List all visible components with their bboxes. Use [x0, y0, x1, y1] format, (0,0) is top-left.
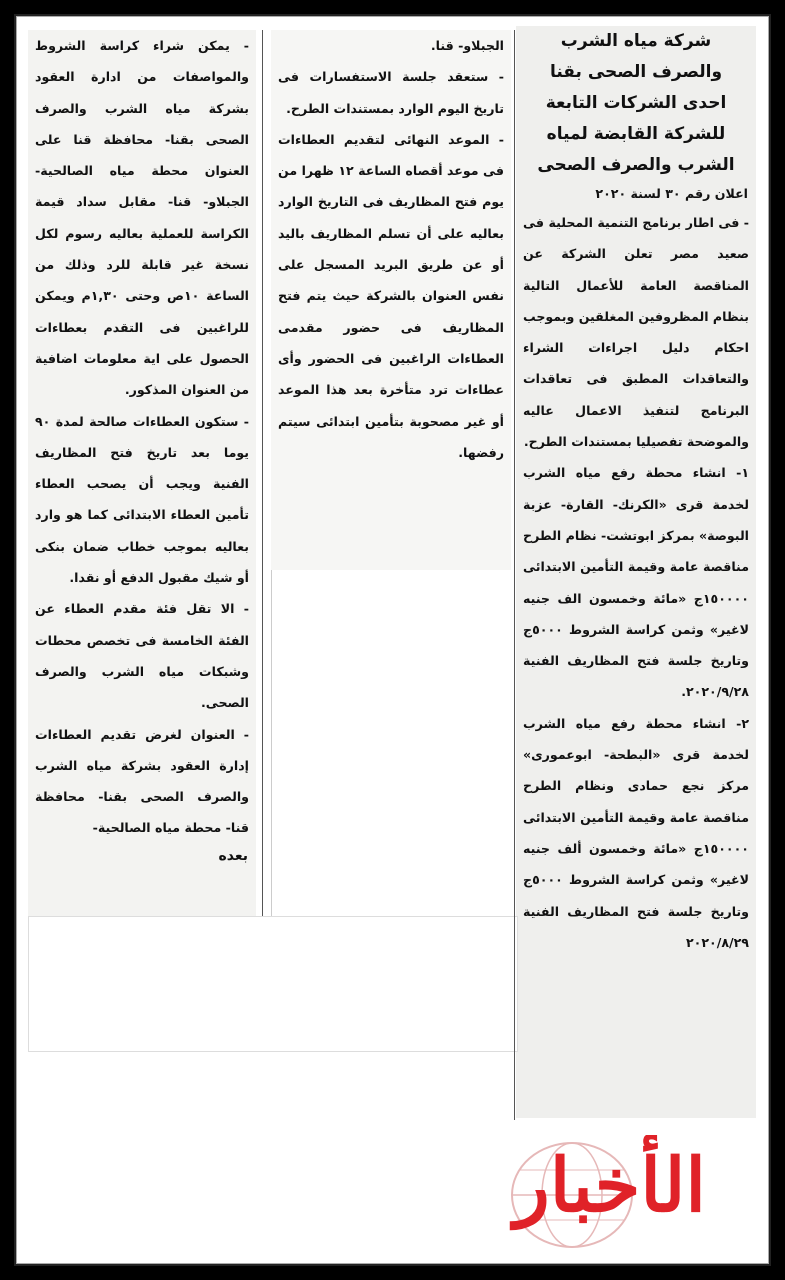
left-paragraph-3: - الا تقل فئة مقدم العطاء عن الفئة الخامسة فى تخصص محطات وشبكات مياه الشرب والصرف الصحى. [35, 601, 249, 711]
middle-paragraph-2: - ستعقد جلسة الاستفسارات فى تاريخ اليوم الوارد بمستندات الطرح. [278, 69, 504, 116]
intro-paragraph: - فى اطار برنامج التنمية المحلية فى صعيد مصر تعلن الشركة عن المناقصة العامة للأعمال التالية بنظام المظروفين المغلقين وبموجب احكام دليل اجراءات الشراء والتعاقدات المطبق فى تعاقدات البرنامج لتنفيذ الاعمال عاليه والموضحة تفصيليا بمستندات الطرح. [523, 215, 749, 450]
heading-line-2: والصرف الصحى بقنا [549, 62, 723, 82]
middle-paragraph-3: - الموعد النهائى لتقديم العطاءات فى موعد أقصاه الساعة ١٢ ظهرا من يوم فتح المظاريف فى التاريخ الوارد بعاليه على أن تسلم المظاريف باليد أو عن طريق البريد المسجل على نفس العنوان بالشركة حيث يتم فتح المظاريف فى حضور مقدمى العطاءات الراغبين فى الحضور وأى عطاءات ترد متأخرة بعد هذا الموعد أو غير مصحوبة بتأمين ابتدائى سيتم رفضها. [278, 131, 504, 460]
left-lower-blank [28, 916, 518, 1052]
middle-paragraph-1: الجبلاو- قنا. [430, 38, 504, 53]
notice-number: اعلان رقم ٣٠ لسنة ٢٠٢٠ [595, 186, 748, 201]
left-paragraph-2: - ستكون العطاءات صالحة لمدة ٩٠ يوما بعد تاريخ فتح المظاريف الفنية ويجب أن يصحب العطاء تأمين العطاء الابتدائى كما هو وارد بعاليه بموجب خطاب ضمان بنكى أو شيك مقبول الدفع أو نقدا. [35, 413, 249, 586]
item-1-paragraph: ١- انشاء محطة رفع مياه الشرب لخدمة قرى «الكرنك- القارة- عزبة البوصة» بمركز ابوتشت- نظام الطرح مناقصة عامة وقيمة التأمين الابتدائى ١٥٠٠٠٠ج «مائة وخمسون الف جنيه لاغير» وثمن كراسة الشروط ٥٠٠٠ج وتاريخ جلسة فتح المظاريف الفنية ٢٠٢٠/٩/٢٨. [523, 465, 749, 700]
right-column [516, 26, 756, 1118]
heading-line-1: شركة مياه الشرب [560, 31, 712, 51]
heading-line-5: الشرب والصرف الصحى [537, 155, 735, 175]
heading-line-3: احدى الشركات التابعة [545, 93, 727, 113]
middle-column [271, 30, 511, 570]
left-paragraph-4: - العنوان لغرض تقديم العطاءات إدارة العقود بشركة مياه الشرب والصرف الصحى بقنا- محافظة قنا- محطة مياه الصالحية- [35, 726, 249, 836]
heading-line-4: للشركة القابضة لمياه [546, 124, 726, 144]
left-paragraph-1: - يمكن شراء كراسة الشروط والمواصفات من ادارة العقود بشركة مياه الشرب والصرف الصحى بقنا- محافظة قنا على العنوان محطة مياه الصالحية- الجبلاو- قنا- مقابل سداد قيمة الكراسة للعملية بعاليه رسوم لكل نسخة غير قابلة للرد وذلك من الساعة ١٠ص وحتى ١,٣٠م ويمكن للراغبين فى التقدم بعطاءات الحصول على اية معلومات اضافية من العنوان المذكور. [35, 38, 249, 398]
logo-text: الأخبار [513, 1143, 706, 1229]
column-divider-left [262, 30, 263, 916]
newspaper-logo [462, 1135, 758, 1253]
continued-label: بعده [218, 847, 248, 864]
column-divider-right [514, 30, 515, 1120]
item-2-paragraph: ٢- انشاء محطة رفع مياه الشرب لخدمة قرى «البطحة- ابوعمورى» مركز نجع حمادى ونظام الطرح مناقصة عامة وقيمة التأمين الابتدائى ١٥٠٠٠٠ج «مائة وخمسون ألف جنيه لاغير» وثمن كراسة الشروط ٥٠٠٠ج وتاريخ جلسة فتح المظاريف الفنية ٢٠٢٠/٨/٢٩ [523, 715, 749, 950]
left-column [28, 30, 256, 916]
